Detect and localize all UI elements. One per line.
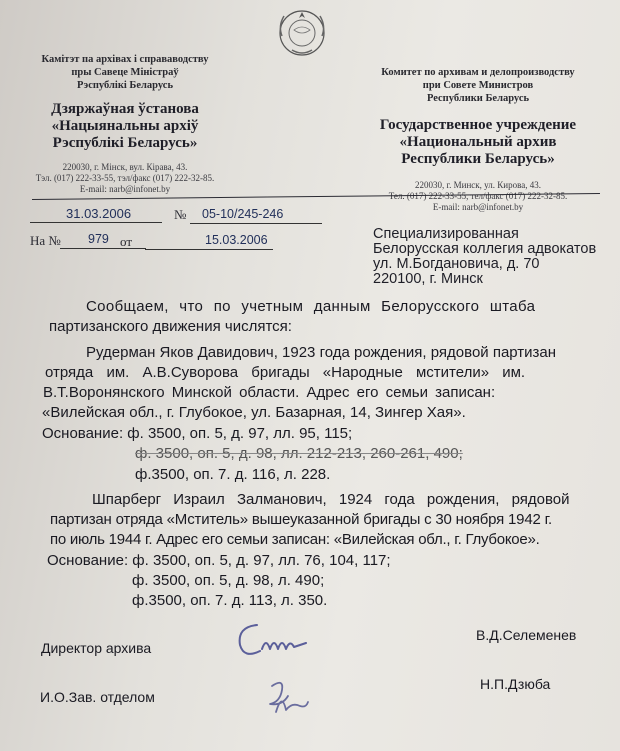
deputy-signature xyxy=(262,672,312,720)
reply-from-date: 15.03.2006 xyxy=(205,233,268,247)
deputy-name: Н.П.Дзюба xyxy=(480,676,551,692)
sender-by-addr3: E-mail: narb@infonet.by xyxy=(79,184,171,194)
sender-ru-addr2: Тел. (017) 222-33-55, тел/факс (017) 222-32-85. xyxy=(388,191,568,201)
body-line: отряда им. А.В.Суворова бригады «Народные мстители» им. xyxy=(45,364,526,381)
recipient-line1: Специализированная xyxy=(373,226,519,242)
sender-ru-inst2: «Национальный архив xyxy=(399,134,557,150)
sender-ru-inst1: Государственное учреждение xyxy=(379,117,577,133)
sender-by-inst1: Дзяржаўная ўстанова xyxy=(51,101,199,117)
sender-ru-line2: при Совете Министров xyxy=(422,80,534,91)
body-line: по июль 1944 г. Адрес его семьи записан: «Вилейская обл., г. Глубокое». xyxy=(50,531,540,548)
sender-ru-inst3: Республики Беларусь» xyxy=(401,151,555,167)
sender-by-addr2: Тэл. (017) 222-33-55, тэл/факс (017) 222-32-85. xyxy=(35,173,215,183)
body-line: ф.3500, оп. 7. д. 113, л. 350. xyxy=(132,592,328,609)
registration-number: 05-10/245-246 xyxy=(202,207,284,221)
body-line: Основание: ф. 3500, оп. 5, д. 97, лл. 76, 104, 117; xyxy=(47,552,391,569)
body-line: Рудерман Яков Давидович, 1923 года рождения, рядовой партизан xyxy=(86,344,557,361)
body-line: В.Т.Воронянского Минской области. Адрес его семьи записан: xyxy=(43,384,496,401)
sender-by-addr1: 220030, г. Мінск, вул. Кірава, 43. xyxy=(62,162,188,172)
registration-date: 31.03.2006 xyxy=(66,206,132,221)
sender-by-line1: Камітэт па архівах і справаводству xyxy=(41,54,209,65)
body-line: ф.3500, оп. 7. д. 116, л. 228. xyxy=(135,466,331,483)
body-line: партизанского движения числятся: xyxy=(49,318,292,335)
registration-number-sign: № xyxy=(174,207,187,222)
director-signature xyxy=(232,615,312,665)
body-line: Основание: ф. 3500, оп. 5, д. 97, лл. 95, 115; xyxy=(42,425,353,442)
recipient-line3: ул. М.Богдановича, д. 70 xyxy=(373,256,540,272)
body-line: партизан отряда «Мститель» вышеуказанной бригады с 30 ноября 1942 г. xyxy=(50,511,552,528)
body-line: «Вилейская обл., г. Глубокое, ул. Базарная, 14, Зингер Хая». xyxy=(42,404,466,421)
sender-ru-line3: Республики Беларусь xyxy=(426,93,530,104)
sender-ru-addr3: E-mail: narb@infonet.by xyxy=(432,202,524,212)
reply-from-label: от xyxy=(120,234,133,249)
body-line: Шпарберг Израил Залманович, 1924 года рождения, рядовой xyxy=(92,491,570,508)
recipient-line4: 220100, г. Минск xyxy=(373,271,483,287)
deputy-title: И.О.Зав. отделом xyxy=(40,689,155,705)
sender-ru-line1: Комитет по архивам и делопроизводству xyxy=(381,67,575,78)
sender-ru-addr1: 220030, г. Минск, ул. Кирова, 43. xyxy=(415,180,541,190)
sender-by-line2: пры Савеце Міністраў xyxy=(71,67,179,78)
director-name: В.Д.Селеменев xyxy=(476,627,577,643)
director-title: Директор архива xyxy=(41,640,152,656)
body-line: ф. 3500, оп. 5, д. 98, л. 490; xyxy=(132,572,325,589)
sender-by-line3: Рэспублікі Беларусь xyxy=(76,80,173,91)
sender-by-inst2: «Нацыянальны архіў xyxy=(51,118,199,134)
sender-by-inst3: Рэспублікі Беларусь» xyxy=(52,135,198,151)
body-line-crossed: ф. 3500, оп. 5, д. 98, лл. 212-213, 260-261, 490; xyxy=(135,445,463,462)
reply-to-number: 979 xyxy=(88,232,109,246)
body-line: Сообщаем, что по учетным данным Белорусского штаба xyxy=(86,298,536,315)
recipient-line2: Белорусская коллегия адвокатов xyxy=(373,241,597,257)
reply-to-label: На № xyxy=(30,233,61,248)
